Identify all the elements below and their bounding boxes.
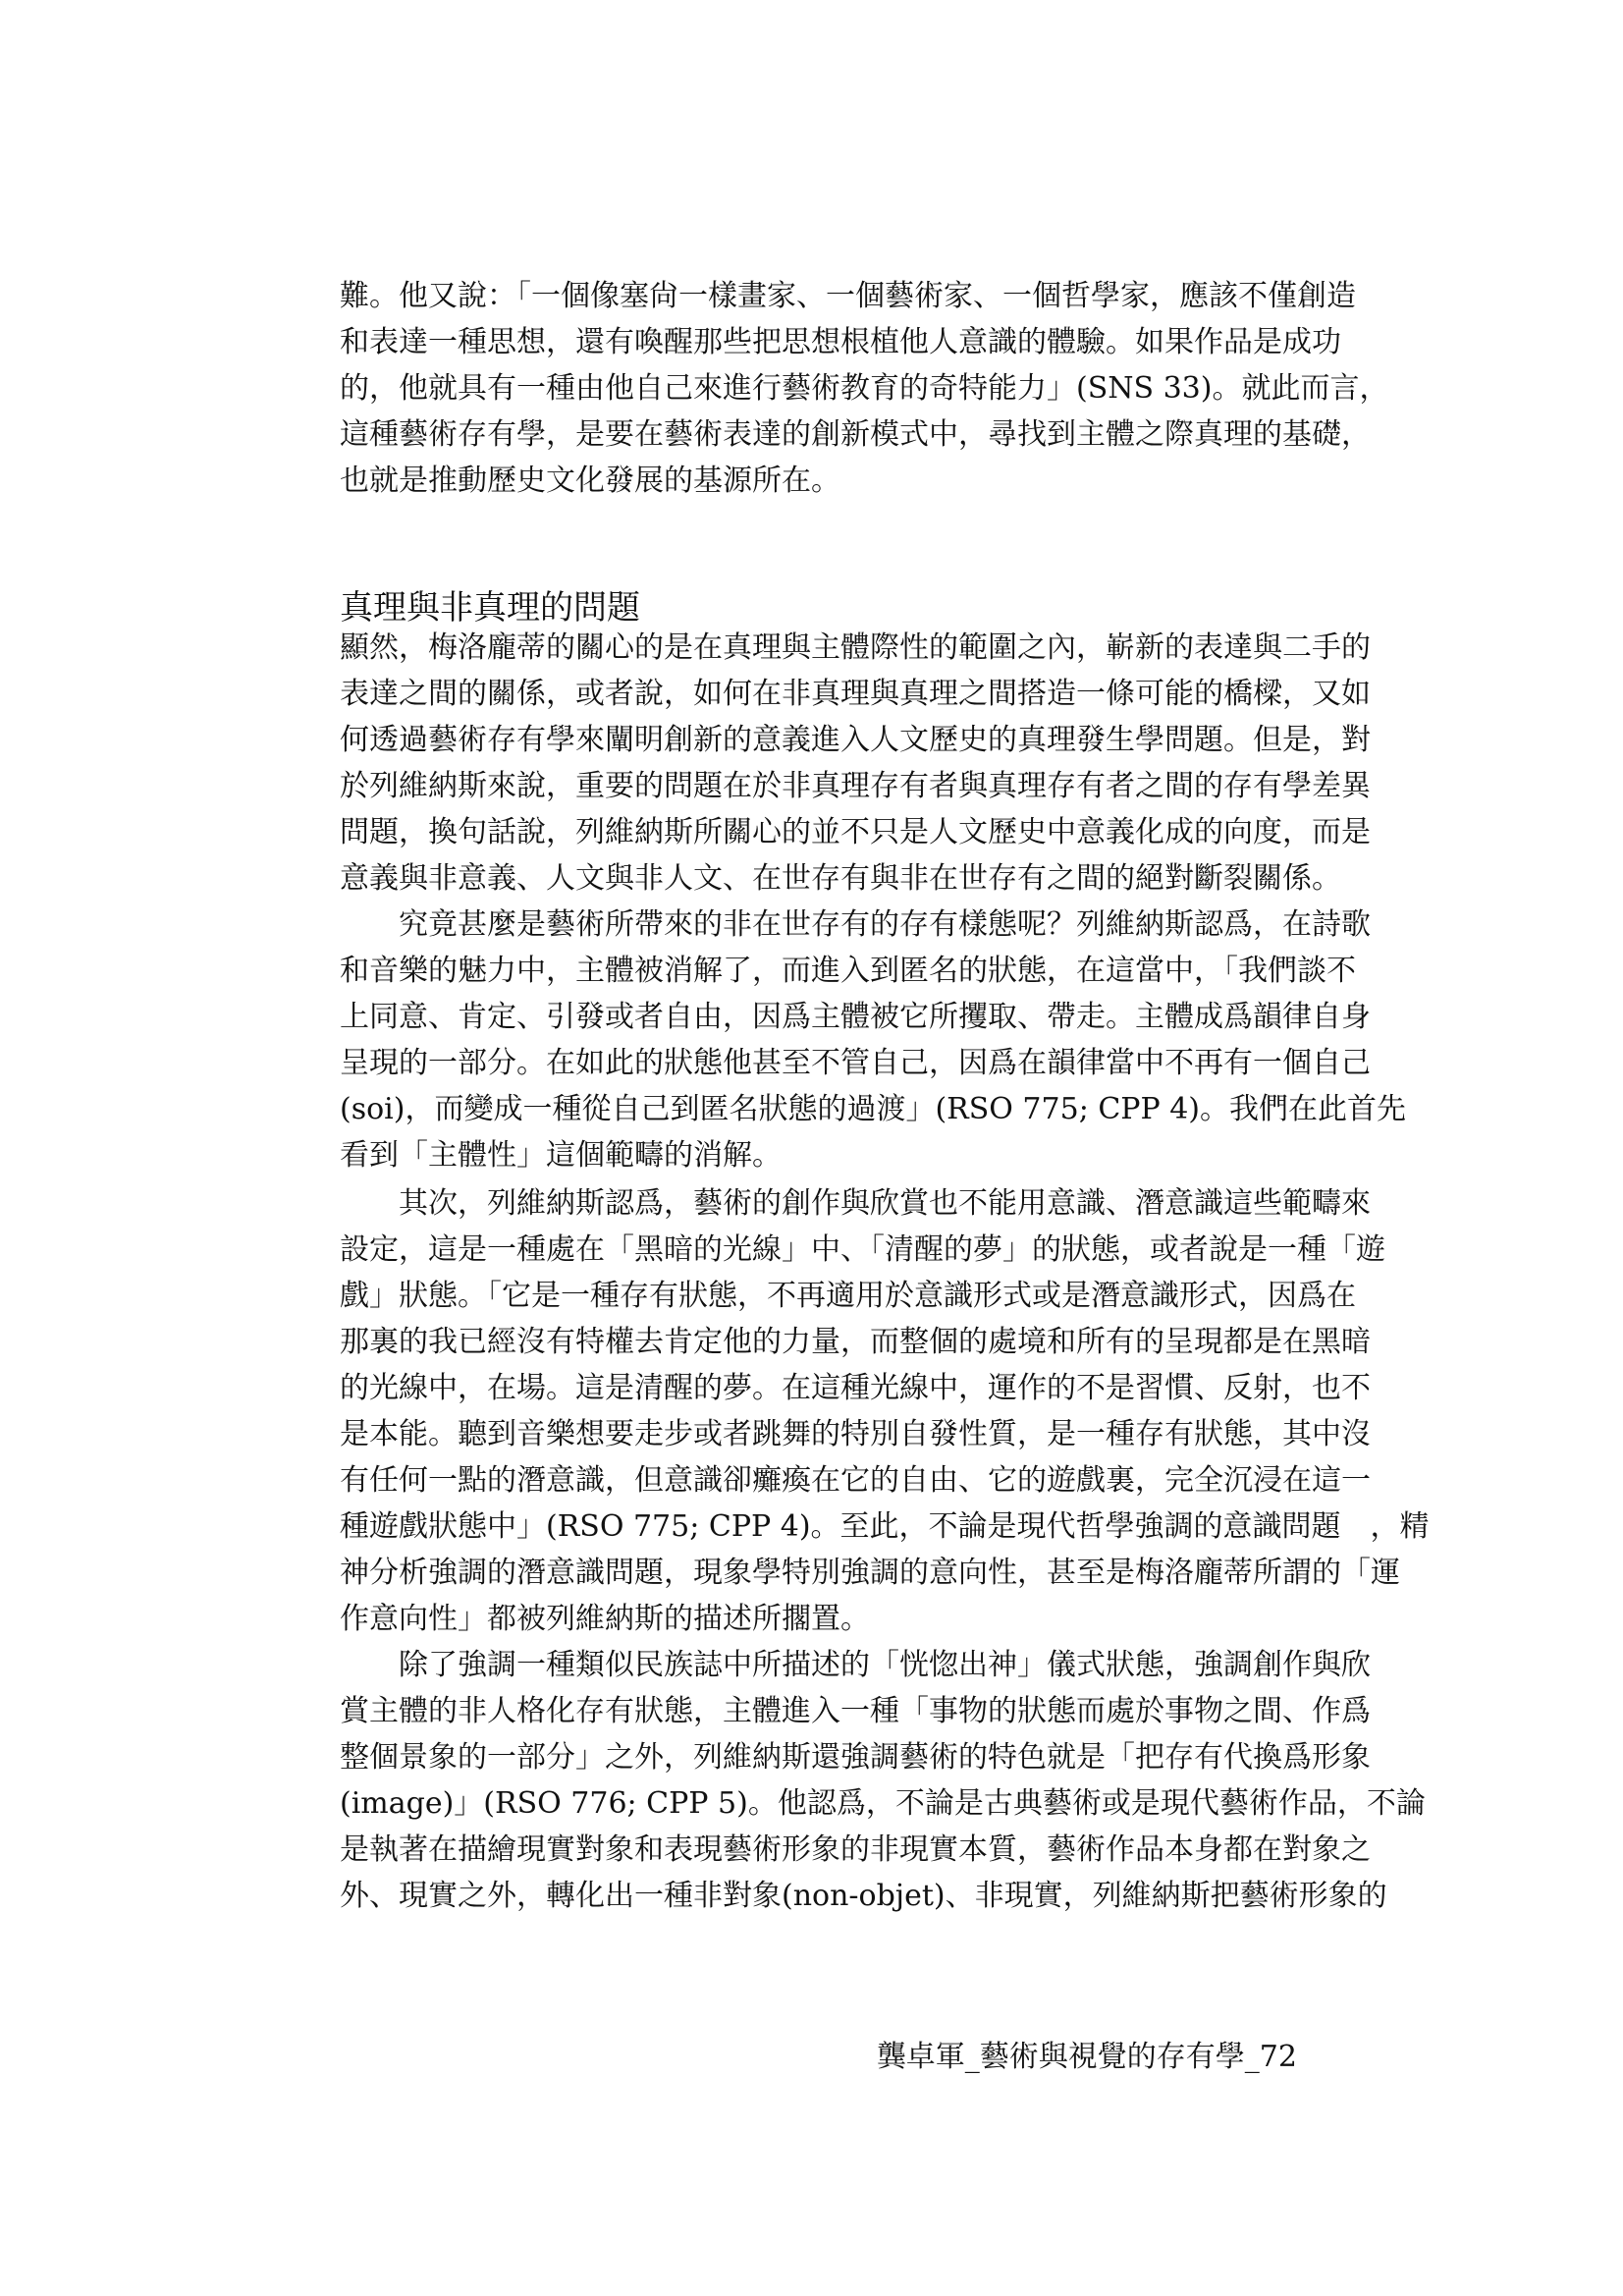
text-line: 的光線中，在場。這是清醒的夢。在這種光線中，運作的不是習慣、反射，也不 <box>340 1371 1371 1405</box>
section-heading: 真理與非真理的問題 <box>340 588 640 629</box>
text-line: 那裏的我已經沒有特權去肯定他的力量，而整個的處境和所有的呈現都是在黑暗 <box>340 1325 1371 1359</box>
text-line: 是本能。聽到音樂想要走步或者跳舞的特別自發性質，是一種存有狀態，其中沒 <box>340 1417 1371 1451</box>
intro-paragraph <box>340 273 1389 504</box>
text-line: 於列維納斯來說，重要的問題在於非真理存有者與真理存有者之間的存有學差異 <box>340 769 1371 803</box>
text-line: 賞主體的非人格化存有狀態，主體進入一種「事物的狀態而處於事物之間、作爲 <box>340 1694 1371 1728</box>
text-line: 問題，換句話說，列維納斯所關心的並不只是人文歷史中意義化成的向度，而是 <box>340 815 1371 849</box>
text-line: 是執著在描繪現實對象和表現藝術形象的非現實本質，藝術作品本身都在對象之 <box>340 1832 1371 1867</box>
text-line: 這種藝術存有學，是要在藝術表達的創新模式中，尋找到主體之際真理的基礎， <box>340 417 1371 452</box>
text-line: (soi)，而變成一種從自己到匿名狀態的過渡」(RSO 775; CPP 4)。我們在此首先 <box>340 1092 1406 1126</box>
text-line: 也就是推動歷史文化發展的基源所在。 <box>340 464 840 498</box>
text-line: 和音樂的魅力中，主體被消解了，而進入到匿名的狀態，在這當中，「我們談不 <box>340 954 1356 988</box>
text-line: 呈現的一部分。在如此的狀態他甚至不管自己，因爲在韻律當中不再有一個自己 <box>340 1046 1371 1080</box>
text-line: 作意向性」都被列維納斯的描述所擱置。 <box>340 1602 870 1636</box>
text-line: 的，他就具有一種由他自己來進行藝術教育的奇特能力」(SNS 33)。就此而言， <box>340 371 1389 406</box>
text-line: 究竟甚麼是藝術所帶來的非在世存有的存有樣態呢？列維納斯認爲，在詩歌 <box>399 907 1371 942</box>
paragraph-1 <box>340 625 1371 902</box>
text-line: 有任何一點的潛意識，但意識卻癱瘓在它的自由、它的遊戲裏，完全沉浸在這一 <box>340 1463 1371 1498</box>
paragraph-3 <box>340 1180 1430 1642</box>
text-line: 表達之間的關係，或者說，如何在非真理與真理之間搭造一條可能的橋樑，又如 <box>340 677 1371 711</box>
text-line: 外、現實之外，轉化出一種非對象(non-objet)、非現實，列維納斯把藝術形象的 <box>340 1879 1387 1913</box>
text-line: (image)」(RSO 776; CPP 5)。他認爲，不論是古典藝術或是現代藝術作品，不論 <box>340 1786 1426 1821</box>
text-line: 顯然，梅洛龐蒂的關心的是在真理與主體際性的範圍之內，嶄新的表達與二手的 <box>340 630 1371 665</box>
text-line: 難。他又說：「一個像塞尙一樣畫家、一個藝術家、一個哲學家，應該不僅創造 <box>340 279 1356 313</box>
text-line: 種遊戲狀態中」(RSO 775; CPP 4)。至此，不論是現代哲學強調的意識問題 ，精 <box>340 1509 1430 1544</box>
text-line: 設定，這是一種處在「黑暗的光線」中、「清醒的夢」的狀態，或者說是一種「遊 <box>340 1232 1385 1267</box>
text-line: 看到「主體性」這個範疇的消解。 <box>340 1138 782 1173</box>
text-line: 整個景象的一部分」之外，列維納斯還強調藝術的特色就是「把存有代換爲形象 <box>340 1740 1371 1775</box>
text-line: 戲」狀態。「它是一種存有狀態，不再適用於意識形式或是潛意識形式，因爲在 <box>340 1279 1356 1313</box>
text-line: 神分析強調的潛意識問題，現象學特別強調的意向性，甚至是梅洛龐蒂所謂的「運 <box>340 1556 1400 1590</box>
text-line: 其次，列維納斯認爲，藝術的創作與欣賞也不能用意識、潛意識這些範疇來 <box>399 1186 1371 1221</box>
paragraph-4 <box>340 1642 1426 1919</box>
text-line: 除了強調一種類似民族誌中所描述的「恍惚出神」儀式狀態，強調創作與欣 <box>399 1648 1371 1682</box>
text-line: 和表達一種思想，還有喚醒那些把思想根植他人意識的體驗。如果作品是成功 <box>340 325 1341 359</box>
paragraph-2 <box>340 902 1406 1178</box>
text-line: 上同意、肯定、引發或者自由，因爲主體被它所攫取、帶走。主體成爲韻律自身 <box>340 1000 1371 1034</box>
text-line: 意義與非意義、人文與非人文、在世存有與非在世存有之間的絕對斷裂關係。 <box>340 861 1341 896</box>
page-footer: 龔卓軍_藝術與視覺的存有學_72 <box>876 2040 1297 2074</box>
text-line: 何透過藝術存有學來闡明創新的意義進入人文歷史的真理發生學問題。但是，對 <box>340 723 1371 757</box>
